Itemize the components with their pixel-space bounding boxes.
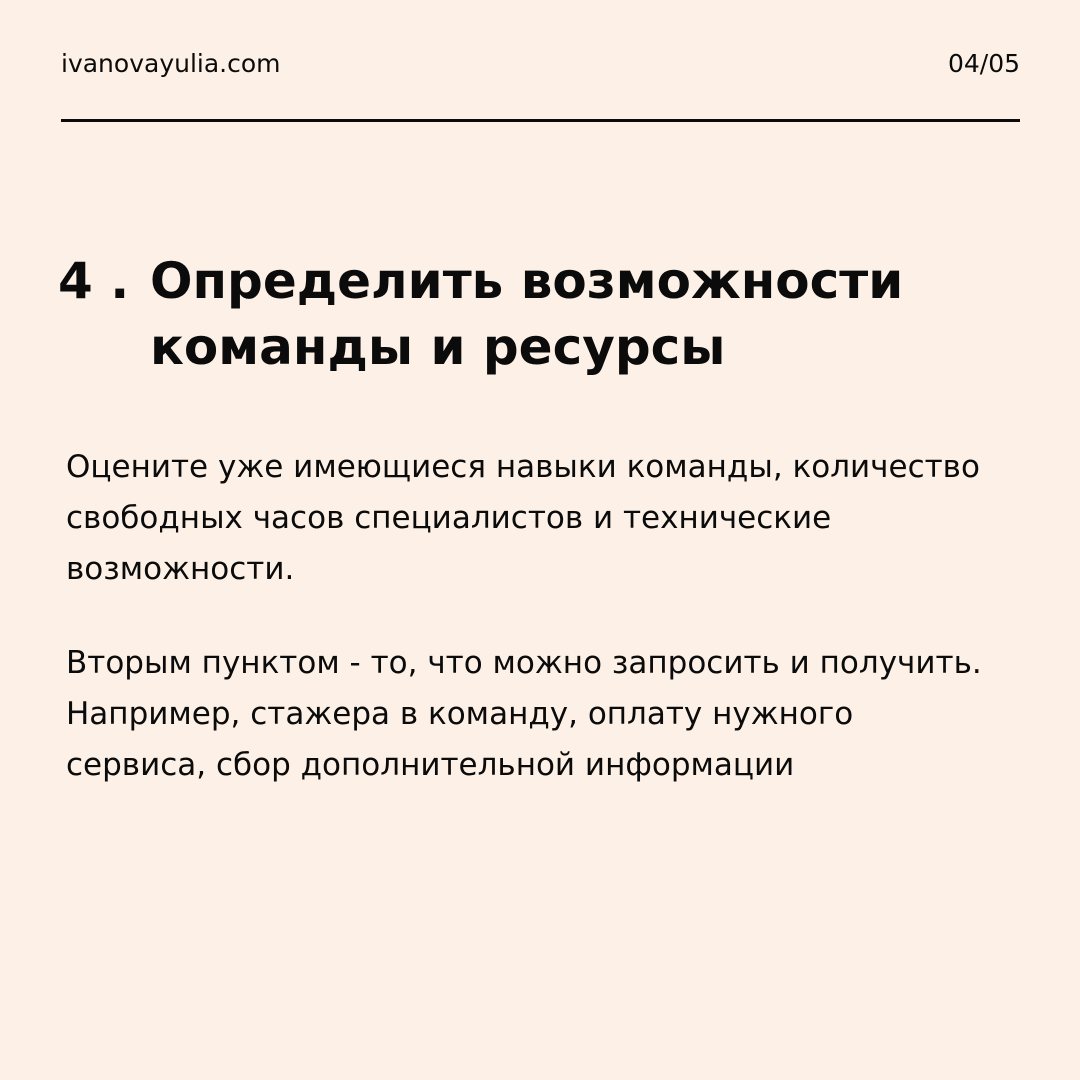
page-counter: 04/05 <box>947 49 1020 78</box>
section-heading <box>58 248 1038 380</box>
heading-title: Определить возможности команды и ресурсы <box>150 252 904 376</box>
site-name: ivanovayulia.com <box>61 49 281 78</box>
slide-header <box>61 44 1020 84</box>
heading-number: 4 . <box>58 252 130 310</box>
body-paragraph-2: Вторым пунктом - то, что можно запросить и получить. Например, стажера в команду, оплату нужного сервиса, сбор дополнительной информации <box>66 645 982 783</box>
header-divider <box>61 119 1020 122</box>
body-paragraph-1: Оцените уже имеющиеся навыки команды, количество свободных часов специалистов и технические возможности. <box>66 449 980 587</box>
